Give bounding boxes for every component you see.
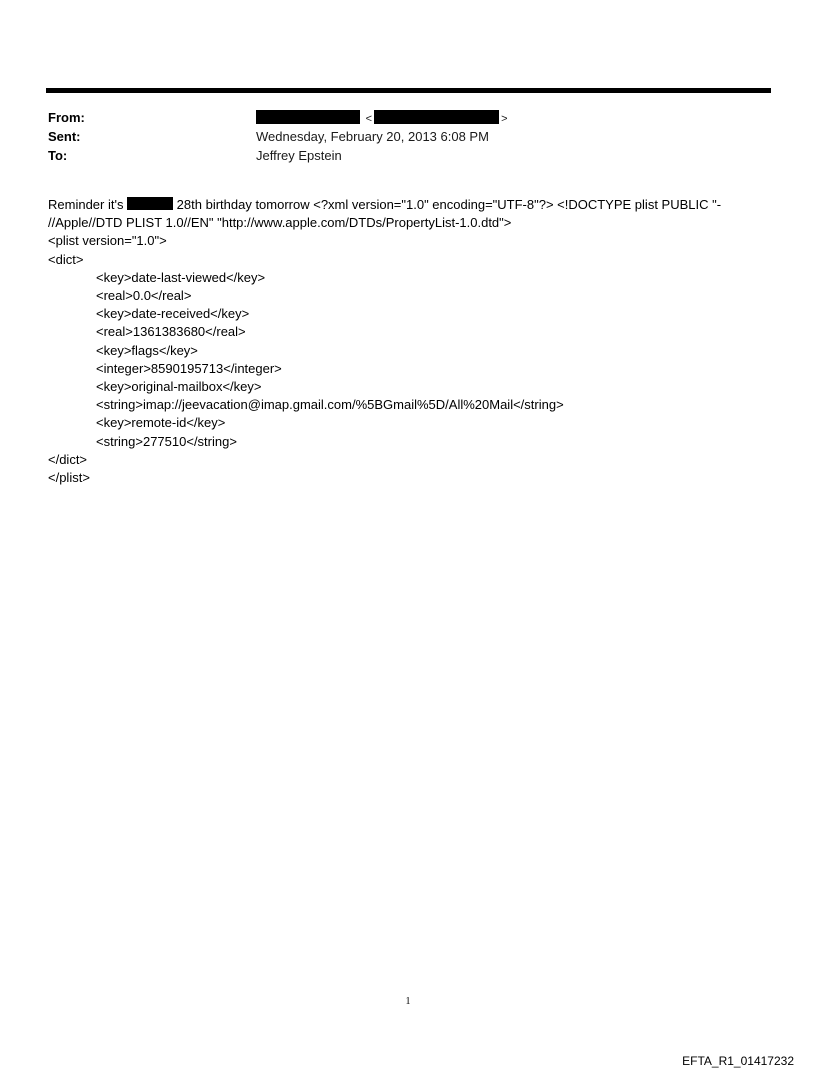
sent-value: Wednesday, February 20, 2013 6:08 PM	[256, 129, 489, 144]
body-line: <dict>	[48, 251, 84, 267]
from-value	[256, 108, 510, 129]
to-label: To:	[48, 148, 68, 163]
body-indented-line: <string>imap://jeevacation@imap.gmail.com/%5BGmail%5D/All%20Mail</string>	[96, 397, 564, 413]
body-indented-line: <real>0.0</real>	[96, 288, 192, 304]
body-indented-line: <key>date-received</key>	[96, 306, 250, 322]
body-indented-line: <integer>8590195713</integer>	[96, 360, 282, 376]
body-indented-line: <key>remote-id</key>	[96, 415, 226, 431]
body-indented-line: <key>date-last-viewed</key>	[96, 269, 266, 285]
from-label: From:	[48, 110, 85, 125]
redacted-inline-name	[127, 197, 173, 210]
email-header	[48, 108, 768, 165]
to-row	[48, 146, 768, 165]
from-open-bracket: <	[365, 113, 373, 125]
sent-row	[48, 127, 768, 146]
header-divider	[46, 88, 771, 93]
page-number: 1	[405, 996, 411, 1007]
body-indented-line: <key>original-mailbox</key>	[96, 379, 262, 395]
from-row	[48, 108, 768, 127]
from-close-bracket: >	[501, 113, 508, 125]
body-line1-after: 28th birthday tomorrow <?xml version="1.0" encoding="UTF-8"?> <!DOCTYPE plist PUBLIC "-	[173, 197, 722, 212]
body-line	[48, 196, 768, 214]
bates-number: EFTA_R1_01417232	[682, 1054, 794, 1068]
body-indented-line: <string>277510</string>	[96, 433, 237, 449]
to-value: Jeffrey Epstein	[256, 148, 342, 163]
body-indented-line: <real>1361383680</real>	[96, 324, 246, 340]
body-line: </plist>	[48, 470, 90, 486]
body-line: //Apple//DTD PLIST 1.0//EN" "http://www.apple.com/DTDs/PropertyList-1.0.dtd">	[48, 215, 512, 231]
sent-label: Sent:	[48, 129, 81, 144]
redacted-sender-name	[256, 110, 360, 124]
body-line1-before: Reminder it's	[48, 197, 128, 212]
redacted-sender-email	[374, 110, 499, 124]
body-line: <plist version="1.0">	[48, 233, 167, 249]
body-line: </dict>	[48, 451, 88, 467]
body-indented-line: <key>flags</key>	[96, 342, 198, 358]
email-body	[48, 196, 768, 487]
